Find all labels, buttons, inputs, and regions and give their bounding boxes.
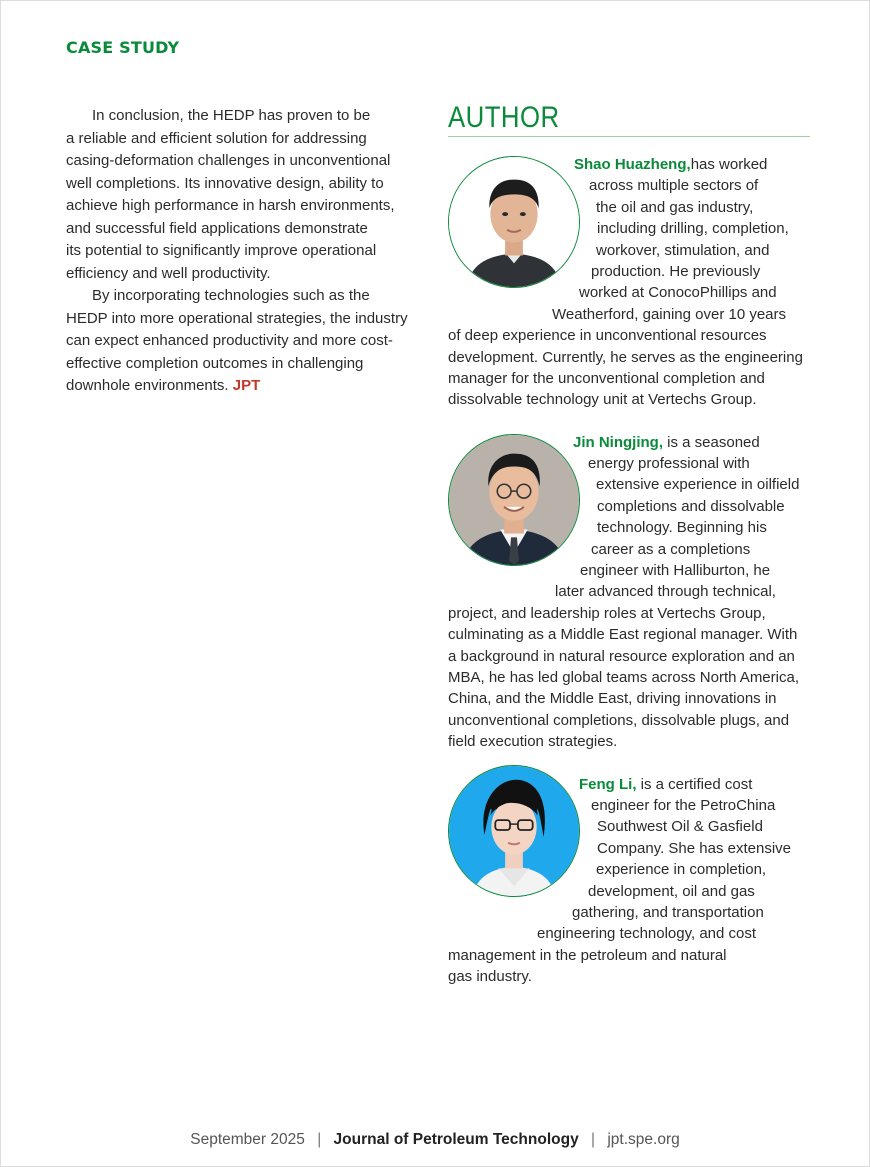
text-line: a reliable and efficient solution for addressing <box>66 129 367 147</box>
text-line: effective completion outcomes in challenging <box>66 354 364 372</box>
bio-line: career as a completions <box>591 540 751 558</box>
bio-line: completions and dissolvable <box>597 497 785 515</box>
conclusion-paragraph-1 <box>66 105 432 285</box>
bio-line: the oil and gas industry, <box>596 198 754 216</box>
bio-line: Company. She has extensive <box>597 839 791 857</box>
author-bio-feng <box>448 774 810 988</box>
author-name: Feng Li, <box>579 775 637 793</box>
bio-line: including drilling, completion, <box>597 220 789 238</box>
bio-line: engineering technology, and cost <box>537 925 757 943</box>
portrait-jin <box>449 435 579 565</box>
author-photo-feng <box>448 765 580 897</box>
text-line: casing-deformation challenges in unconventional <box>66 152 391 169</box>
bio-line: development. Currently, he serves as the engineering <box>448 348 803 366</box>
bio-line: project, and leadership roles at Vertechs Group, <box>448 604 766 622</box>
bio-line: Weatherford, gaining over 10 years <box>552 305 787 323</box>
text-line: HEDP into more operational strategies, the industry <box>66 309 408 327</box>
bio-line: Jin Ningjing, is a seasoned <box>573 433 760 451</box>
bio-line: management in the petroleum and natural <box>448 946 727 964</box>
bio-line: worked at ConocoPhillips and <box>579 284 777 302</box>
journal-name: Journal of Petroleum Technology <box>333 1131 579 1148</box>
portrait-shao <box>449 157 579 287</box>
bio-line: energy professional with <box>588 455 750 473</box>
bio-line: across multiple sectors of <box>589 177 759 195</box>
author-bio-jin <box>448 432 810 753</box>
bio-line: Shao Huazheng,has worked <box>574 156 768 173</box>
author-column <box>448 100 810 987</box>
bio-line: technology. Beginning his <box>597 519 767 537</box>
bio-line: dissolvable technology unit at Vertechs Group. <box>448 391 757 409</box>
author-name: Jin Ningjing, <box>573 433 663 451</box>
bio-line: China, and the Middle East, driving innovations in <box>448 690 777 708</box>
text-line: can expect enhanced productivity and more cost- <box>66 332 393 349</box>
bio-line: a background in natural resource exploration and an <box>448 647 795 665</box>
portrait-feng <box>449 766 579 896</box>
bio-line: later advanced through technical, <box>555 583 776 601</box>
section-label: CASE STUDY <box>66 38 180 57</box>
bio-line: production. He previously <box>591 262 761 280</box>
issue-date: September 2025 <box>190 1131 305 1148</box>
bio-line: engineer for the PetroChina <box>591 796 776 814</box>
bio-line: Southwest Oil & Gasfield <box>597 818 763 836</box>
bio-line: experience in completion, <box>596 861 767 879</box>
page-footer <box>0 1131 870 1149</box>
bio-line: unconventional completions, dissolvable plugs, and <box>448 711 790 729</box>
text-line: well completions. Its innovative design, ability to <box>66 174 384 192</box>
author-divider <box>448 136 810 137</box>
bio-line: manager for the unconventional completion and <box>448 369 765 387</box>
bio-line: extensive experience in oilfield <box>596 476 800 494</box>
author-photo-jin <box>448 434 580 566</box>
bio-line: field execution strategies. <box>448 733 618 751</box>
text-line: its potential to significantly improve operational <box>66 242 377 259</box>
footer-separator: | <box>317 1131 322 1148</box>
bio-line: workover, stimulation, and <box>596 241 770 259</box>
text-line: and successful field applications demonstrate <box>66 219 368 237</box>
jpt-end-mark: JPT <box>232 377 261 394</box>
text-line: In conclusion, the HEDP has proven to be <box>92 107 371 124</box>
text-line: efficiency and well productivity. <box>66 264 271 282</box>
bio-line: Feng Li, is a certified cost <box>579 775 753 793</box>
bio-line: gas industry. <box>448 968 532 986</box>
author-name: Shao Huazheng, <box>574 156 691 173</box>
text-line: achieve high performance in harsh environments, <box>66 197 395 214</box>
author-photo-shao <box>448 156 580 288</box>
bio-line: culminating as a Middle East regional manager. With <box>448 626 798 644</box>
author-bio-shao <box>448 154 810 411</box>
conclusion-column <box>66 105 432 398</box>
bio-line: development, oil and gas <box>588 882 755 900</box>
text-line: downhole environments. JPT <box>66 377 261 394</box>
website-link[interactable]: jpt.spe.org <box>607 1131 680 1148</box>
conclusion-paragraph-2 <box>66 285 432 398</box>
footer-separator: | <box>591 1131 596 1148</box>
bio-line: of deep experience in unconventional resources <box>448 327 767 345</box>
bio-line: engineer with Halliburton, he <box>580 562 771 580</box>
author-heading: AUTHOR <box>448 101 560 134</box>
bio-line: gathering, and transportation <box>572 903 764 921</box>
text-line: By incorporating technologies such as the <box>92 287 370 304</box>
bio-line: MBA, he has led global teams across North America, <box>448 668 799 686</box>
